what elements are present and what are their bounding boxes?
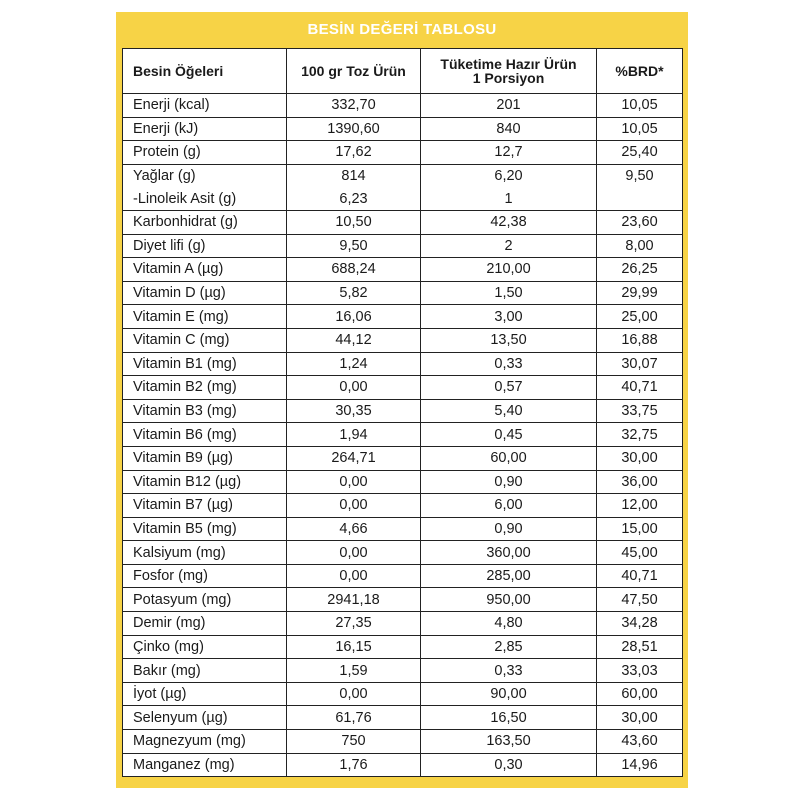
table-row (123, 305, 683, 329)
per-portion-cell: 0,30 (421, 753, 597, 777)
nutrient-cell: Selenyum (µg) (123, 706, 287, 730)
table-header-row (123, 49, 683, 94)
brd-cell: 16,88 (597, 328, 683, 352)
per-100g-cell: 30,35 (287, 399, 421, 423)
nutrient-cell: Vitamin B9 (µg) (123, 446, 287, 470)
nutrition-table-frame (116, 12, 688, 788)
nutrient-cell: -Linoleik Asit (g) (123, 187, 287, 210)
brd-cell: 40,71 (597, 564, 683, 588)
per-portion-cell: 0,33 (421, 352, 597, 376)
per-100g-cell: 332,70 (287, 94, 421, 118)
per-100g-cell: 814 (287, 164, 421, 187)
per-portion-cell: 1,50 (421, 281, 597, 305)
nutrient-cell: Vitamin A (µg) (123, 258, 287, 282)
table-row (123, 612, 683, 636)
table-row (123, 564, 683, 588)
per-100g-cell: 1,94 (287, 423, 421, 447)
brd-cell: 40,71 (597, 376, 683, 400)
table-row (123, 682, 683, 706)
brd-cell: 36,00 (597, 470, 683, 494)
brd-cell: 29,99 (597, 281, 683, 305)
per-portion-cell: 5,40 (421, 399, 597, 423)
per-100g-cell: 1390,60 (287, 117, 421, 141)
nutrition-table (122, 48, 683, 777)
per-100g-cell: 1,76 (287, 753, 421, 777)
nutrient-cell: Vitamin B12 (µg) (123, 470, 287, 494)
per-portion-cell: 90,00 (421, 682, 597, 706)
per-100g-cell: 44,12 (287, 328, 421, 352)
nutrient-cell: Vitamin E (mg) (123, 305, 287, 329)
per-portion-cell: 16,50 (421, 706, 597, 730)
per-100g-cell: 1,24 (287, 352, 421, 376)
brd-cell: 33,03 (597, 659, 683, 683)
per-portion-cell: 12,7 (421, 141, 597, 165)
per-portion-cell: 6,00 (421, 494, 597, 518)
nutrient-cell: Vitamin B3 (mg) (123, 399, 287, 423)
header-per-portion: Tüketime Hazır Ürün 1 Porsiyon (421, 49, 597, 94)
table-row (123, 210, 683, 234)
brd-cell: 10,05 (597, 94, 683, 118)
table-row (123, 234, 683, 258)
per-100g-cell: 264,71 (287, 446, 421, 470)
brd-cell: 43,60 (597, 730, 683, 754)
header-per-100g: 100 gr Toz Ürün (287, 49, 421, 94)
table-body (123, 94, 683, 777)
brd-cell: 15,00 (597, 517, 683, 541)
table-row (123, 541, 683, 565)
brd-cell: 45,00 (597, 541, 683, 565)
brd-cell: 60,00 (597, 682, 683, 706)
table-row (123, 635, 683, 659)
per-100g-cell: 0,00 (287, 494, 421, 518)
per-100g-cell: 0,00 (287, 470, 421, 494)
brd-cell: 28,51 (597, 635, 683, 659)
per-100g-cell: 750 (287, 730, 421, 754)
per-portion-cell: 285,00 (421, 564, 597, 588)
per-100g-cell: 16,15 (287, 635, 421, 659)
nutrient-cell: Fosfor (mg) (123, 564, 287, 588)
brd-cell: 33,75 (597, 399, 683, 423)
per-portion-cell: 13,50 (421, 328, 597, 352)
per-100g-cell: 61,76 (287, 706, 421, 730)
brd-cell: 8,00 (597, 234, 683, 258)
nutrient-cell: İyot (µg) (123, 682, 287, 706)
per-portion-cell: 163,50 (421, 730, 597, 754)
table-title: BESİN DEĞERİ TABLOSU (307, 21, 497, 38)
nutrient-cell: Manganez (mg) (123, 753, 287, 777)
brd-cell: 47,50 (597, 588, 683, 612)
nutrient-cell: Kalsiyum (mg) (123, 541, 287, 565)
per-100g-cell: 0,00 (287, 564, 421, 588)
table-row (123, 588, 683, 612)
nutrient-cell: Demir (mg) (123, 612, 287, 636)
per-portion-cell: 4,80 (421, 612, 597, 636)
brd-cell: 25,40 (597, 141, 683, 165)
nutrient-cell: Diyet lifi (g) (123, 234, 287, 258)
table-row (123, 517, 683, 541)
nutrient-cell: Vitamin B6 (mg) (123, 423, 287, 447)
per-100g-cell: 10,50 (287, 210, 421, 234)
per-portion-cell: 2,85 (421, 635, 597, 659)
per-portion-cell: 201 (421, 94, 597, 118)
header-brd: %BRD* (597, 49, 683, 94)
brd-cell: 34,28 (597, 612, 683, 636)
nutrient-cell: Vitamin B1 (mg) (123, 352, 287, 376)
table-row (123, 187, 683, 210)
table-row (123, 117, 683, 141)
table-row (123, 753, 683, 777)
per-portion-cell: 6,20 (421, 164, 597, 187)
brd-cell (597, 187, 683, 210)
nutrient-cell: Vitamin B2 (mg) (123, 376, 287, 400)
table-row (123, 141, 683, 165)
per-100g-cell: 6,23 (287, 187, 421, 210)
table-row (123, 659, 683, 683)
brd-cell: 32,75 (597, 423, 683, 447)
per-100g-cell: 16,06 (287, 305, 421, 329)
nutrient-cell: Vitamin B5 (mg) (123, 517, 287, 541)
per-portion-cell: 2 (421, 234, 597, 258)
per-portion-cell: 0,90 (421, 470, 597, 494)
per-portion-cell: 950,00 (421, 588, 597, 612)
table-row (123, 94, 683, 118)
per-100g-cell: 9,50 (287, 234, 421, 258)
header-nutrient: Besin Öğeleri (123, 49, 287, 94)
per-portion-cell: 1 (421, 187, 597, 210)
per-100g-cell: 5,82 (287, 281, 421, 305)
brd-cell: 30,00 (597, 706, 683, 730)
table-row (123, 258, 683, 282)
brd-cell: 30,00 (597, 446, 683, 470)
nutrient-cell: Çinko (mg) (123, 635, 287, 659)
table-row (123, 164, 683, 187)
table-row (123, 328, 683, 352)
per-portion-cell: 42,38 (421, 210, 597, 234)
per-100g-cell: 688,24 (287, 258, 421, 282)
table-row (123, 730, 683, 754)
table-row (123, 706, 683, 730)
table-row (123, 376, 683, 400)
per-100g-cell: 1,59 (287, 659, 421, 683)
per-portion-cell: 360,00 (421, 541, 597, 565)
per-100g-cell: 2941,18 (287, 588, 421, 612)
per-100g-cell: 27,35 (287, 612, 421, 636)
per-100g-cell: 4,66 (287, 517, 421, 541)
per-100g-cell: 0,00 (287, 376, 421, 400)
nutrient-cell: Magnezyum (mg) (123, 730, 287, 754)
per-portion-cell: 3,00 (421, 305, 597, 329)
per-100g-cell: 0,00 (287, 682, 421, 706)
nutrient-cell: Vitamin B7 (µg) (123, 494, 287, 518)
nutrient-cell: Karbonhidrat (g) (123, 210, 287, 234)
per-100g-cell: 17,62 (287, 141, 421, 165)
nutrient-cell: Vitamin C (mg) (123, 328, 287, 352)
nutrient-cell: Bakır (mg) (123, 659, 287, 683)
per-portion-cell: 0,33 (421, 659, 597, 683)
table-row (123, 281, 683, 305)
per-portion-cell: 0,90 (421, 517, 597, 541)
brd-cell: 23,60 (597, 210, 683, 234)
per-portion-cell: 210,00 (421, 258, 597, 282)
table-row (123, 399, 683, 423)
per-portion-cell: 0,57 (421, 376, 597, 400)
table-row (123, 446, 683, 470)
brd-cell: 26,25 (597, 258, 683, 282)
nutrient-cell: Vitamin D (µg) (123, 281, 287, 305)
nutrient-cell: Enerji (kcal) (123, 94, 287, 118)
nutrient-cell: Enerji (kJ) (123, 117, 287, 141)
per-portion-cell: 60,00 (421, 446, 597, 470)
per-portion-cell: 840 (421, 117, 597, 141)
brd-cell: 12,00 (597, 494, 683, 518)
brd-cell: 14,96 (597, 753, 683, 777)
per-100g-cell: 0,00 (287, 541, 421, 565)
brd-cell: 25,00 (597, 305, 683, 329)
brd-cell: 9,50 (597, 164, 683, 187)
table-row (123, 494, 683, 518)
nutrient-cell: Potasyum (mg) (123, 588, 287, 612)
brd-cell: 30,07 (597, 352, 683, 376)
per-portion-cell: 0,45 (421, 423, 597, 447)
table-row (123, 352, 683, 376)
table-row (123, 470, 683, 494)
brd-cell: 10,05 (597, 117, 683, 141)
nutrient-cell: Yağlar (g) (123, 164, 287, 187)
nutrient-cell: Protein (g) (123, 141, 287, 165)
table-row (123, 423, 683, 447)
